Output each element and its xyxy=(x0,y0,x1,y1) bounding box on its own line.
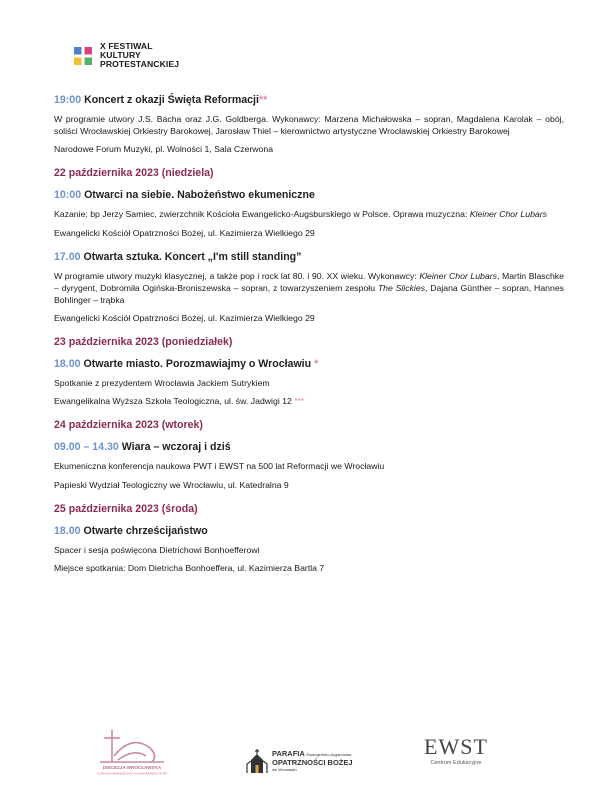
ewst-logo xyxy=(424,734,488,766)
description-italic: The Slickies xyxy=(377,282,426,293)
place-text: Ewangelikalna Wyższa Szkoła Teologiczna, ul. św. Jadwigi 12 xyxy=(54,396,292,407)
parish-line-2: OPATRZNOŚCI BOŻEJ xyxy=(272,757,353,767)
festival-logo xyxy=(72,42,179,70)
date-heading: 25 października 2023 (środa) xyxy=(54,502,198,515)
event-place: Narodowe Forum Muzyki, pl. Wolności 1, Sala Czerwona xyxy=(54,144,274,155)
event-faith-conference xyxy=(54,441,564,490)
event-stars: * xyxy=(314,358,319,371)
ewst-wordmark: EWST xyxy=(424,734,488,759)
event-title: Otwarte chrześcijaństwo xyxy=(83,524,208,537)
event-time: 18.00 xyxy=(54,524,81,537)
event-title: Otwarci na siebie. Nabożeństwo ekumeniczne xyxy=(84,189,315,202)
description-text: W programie utwory muzyki klasycznej, a także pop i rock lat 80. i 90. XX wieku. Wykonawcy: xyxy=(54,270,420,281)
event-description: Spacer i sesja poświęcona Dietrichowi Bonhoefferowi xyxy=(54,544,260,555)
event-title: Otwarta sztuka. Koncert „I'm still standing” xyxy=(83,250,302,263)
event-stars: ** xyxy=(258,94,268,106)
event-description xyxy=(54,270,564,307)
ewst-subtitle: Centrum Edukacyjne xyxy=(430,760,482,766)
parish-line-3: we Wrocławiu xyxy=(272,766,297,772)
event-time: 19:00 xyxy=(54,94,82,106)
description-italic: Kleiner Chor Lubars xyxy=(469,209,547,220)
event-time: 10:00 xyxy=(54,189,82,202)
event-heading xyxy=(54,251,564,263)
description-text: , Martin Blaschke – dyrygent, Dobromiła Ogińska-Broniszewska – sopran, z towarzyszeniem zespołu xyxy=(54,270,564,293)
date-heading: 23 października 2023 (poniedziałek) xyxy=(54,336,233,349)
event-heading xyxy=(54,441,564,453)
event-title: Otwarte miasto. Porozmawiajmy o Wrocławiu xyxy=(83,358,312,371)
event-description xyxy=(54,208,564,220)
diocese-name: DIECEZJA WROCŁAWSKA xyxy=(102,765,162,770)
logo-line-3: PROTESTANCKIEJ xyxy=(100,59,180,70)
event-time: 17.00 xyxy=(54,250,81,263)
event-place: Miejsce spotkania: Dom Dietricha Bonhoeffera, ul. Kazimierza Bartla 7 xyxy=(54,562,325,573)
church-icon xyxy=(246,748,268,774)
festival-cross-icon xyxy=(72,45,94,67)
parish-logo xyxy=(246,748,353,774)
parish-line-1: PARAFIA xyxy=(272,748,305,758)
event-open-christianity xyxy=(54,525,564,574)
parish-name xyxy=(272,750,353,773)
date-heading: 24 października 2023 (wtorek) xyxy=(54,419,203,432)
event-description: W programie utwory J.S. Bacha oraz J.G. Goldberga. Wykonawcy: Marzena Michałowska – sopran, Magdalena Karolak – obój, soliści Wrocławskiej Orkiestry Barokowej, Jarosław Thiel – kierownictwo artystyczne Wrocławskiej Orkiestry Barokowej xyxy=(54,114,564,137)
event-heading xyxy=(54,358,564,370)
place-stars: *** xyxy=(294,396,305,407)
event-heading xyxy=(54,189,564,201)
description-text: , Dajana Günther – sopran, Hannes Bohlinger – trąbka xyxy=(54,282,564,306)
logo-line-1: X FESTIWAL xyxy=(100,41,153,51)
description-text: Kazanie: bp Jerzy Samiec, zwierzchnik Kościoła Ewangelicko-Augsburskiego w Polsce. Oprawa muzyczna: xyxy=(54,209,470,220)
sponsor-logos xyxy=(0,726,612,786)
event-title: Wiara – wczoraj i dziś xyxy=(121,441,231,454)
event-description: Ekumeniczna konferencja naukowa PWT i EWST na 500 lat Reformacji we Wrocławiu xyxy=(54,461,385,472)
festival-name xyxy=(100,42,179,70)
event-reformation-concert xyxy=(54,94,564,155)
event-place xyxy=(54,395,564,407)
event-description: Spotkanie z prezydentem Wrocławia Jackiem Sutrykiem xyxy=(54,378,270,389)
event-ecumenical-service xyxy=(54,189,564,238)
event-open-city xyxy=(54,358,564,407)
event-place: Ewangelicki Kościół Opatrzności Bożej, ul. Kazimierza Wielkiego 29 xyxy=(54,313,315,324)
event-place: Ewangelicki Kościół Opatrzności Bożej, ul. Kazimierza Wielkiego 29 xyxy=(54,227,315,238)
diocese-logo xyxy=(92,726,172,778)
program-content xyxy=(54,94,564,586)
date-heading: 22 października 2023 (niedziela) xyxy=(54,167,214,180)
description-italic: Kleiner Chor Lubars xyxy=(419,270,497,281)
event-title: Koncert z okazji Święta Reformacji xyxy=(84,94,259,106)
diocese-subtitle: KOŚCIOŁA EWANGELICKO-AUGSBURSKIEGO W RP xyxy=(97,771,167,776)
event-heading xyxy=(54,94,564,106)
parish-denomination: Ewangelicko-Augsburska xyxy=(306,751,352,757)
event-concert-still-standing xyxy=(54,251,564,325)
event-heading xyxy=(54,525,564,537)
event-time: 09.00 – 14.30 xyxy=(54,441,119,454)
event-place: Papieski Wydział Teologiczny we Wrocławiu, ul. Katedralna 9 xyxy=(54,479,289,490)
event-time: 18.00 xyxy=(54,358,81,371)
logo-line-2: KULTURY xyxy=(100,50,141,61)
